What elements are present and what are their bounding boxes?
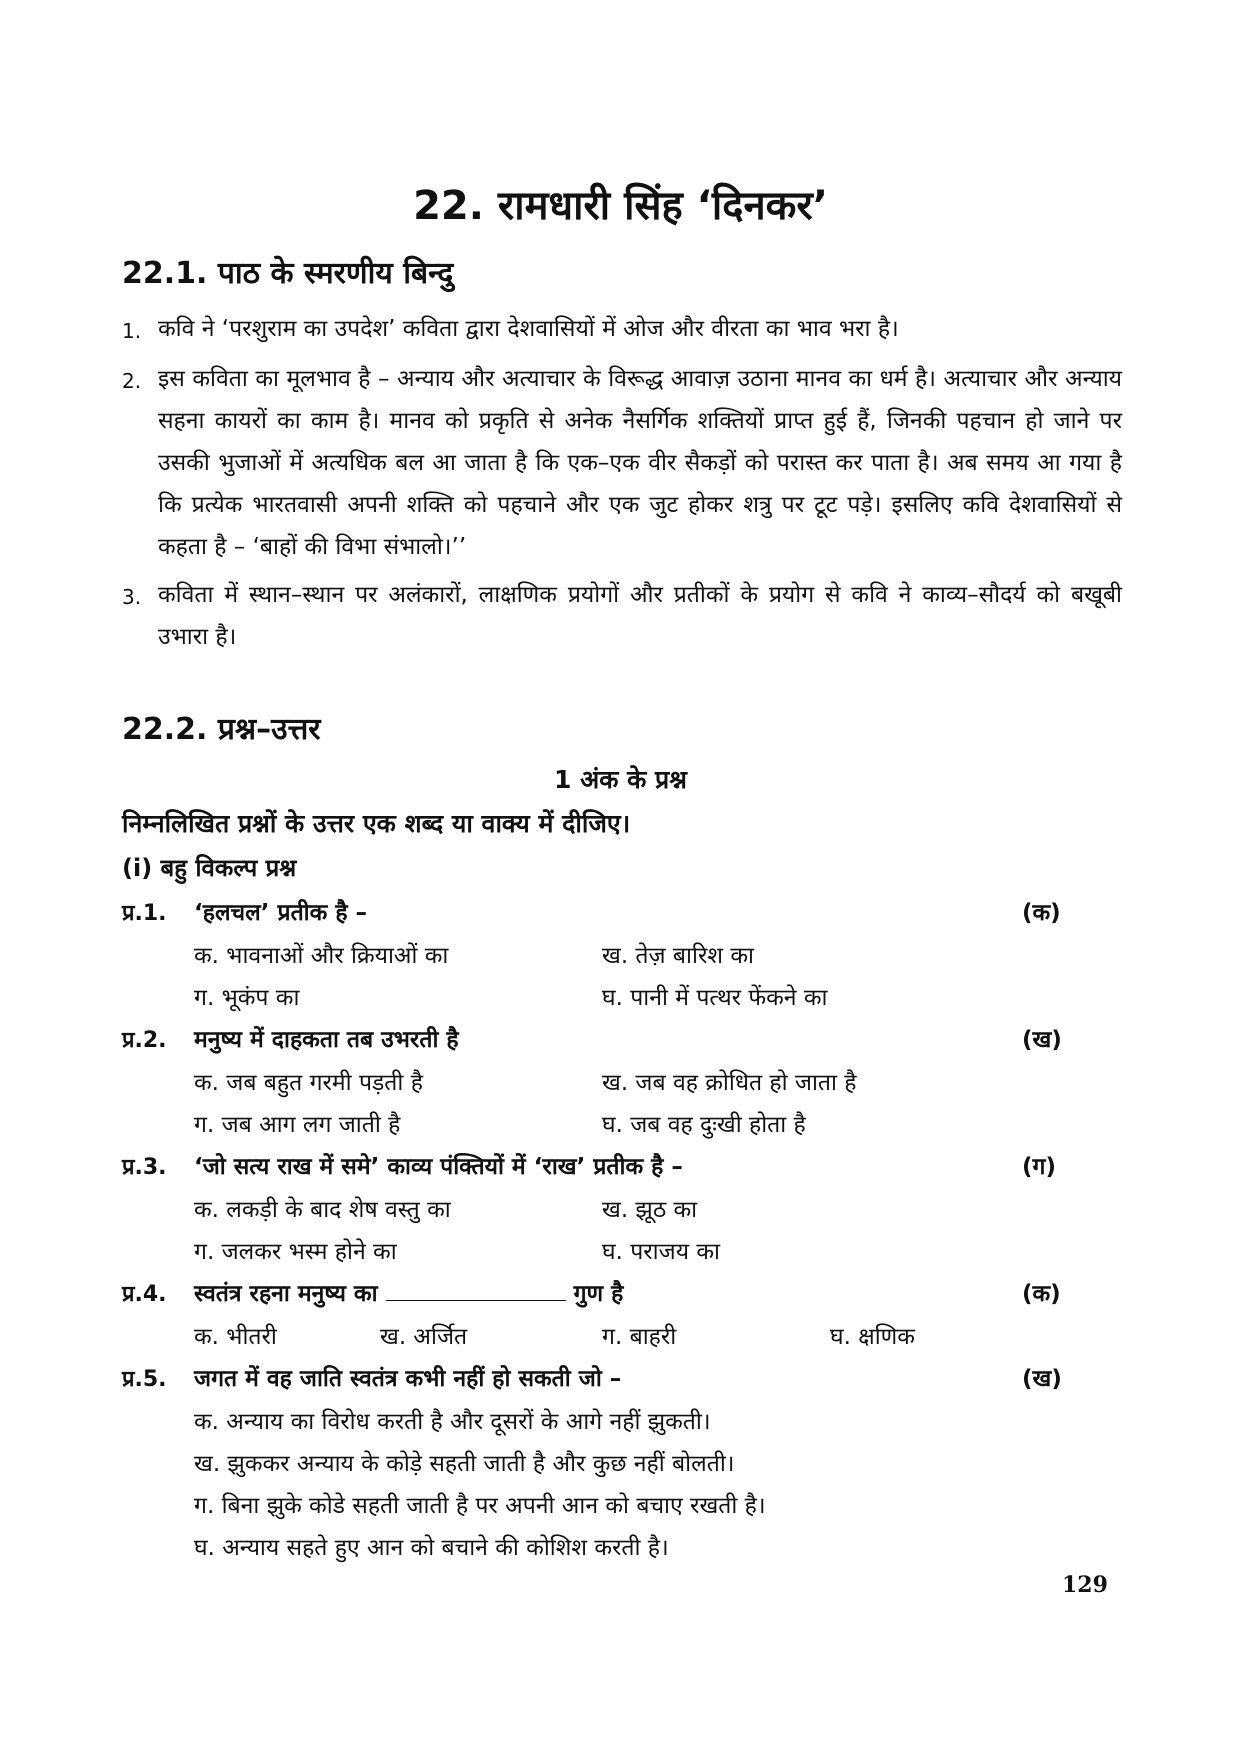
- option-gha: घ. अन्याय सहते हुए आन को बचाने की कोशिश करती है।: [194, 1535, 669, 1561]
- question-row: [122, 1273, 1082, 1316]
- question-text: मनुष्य में दाहकता तब उभरती है: [194, 1027, 459, 1053]
- question-row: [122, 892, 1082, 935]
- instruction-text: निम्नलिखित प्रश्नों के उत्तर एक शब्द या वाक्य में दीजिए।: [122, 809, 631, 838]
- subsection-heading: (i) बहु विकल्प प्रश्न: [122, 854, 297, 882]
- point-text: कविता में स्थान–स्थान पर अलंकारों, लाक्षणिक प्रयोगों और प्रतीकों के प्रयोग से कवि ने काव्य–सौदर्य को बखूबी उभारा है।: [158, 582, 1122, 650]
- questions-list: [122, 892, 1082, 1569]
- option-kha: ख. झूठ का: [602, 1197, 698, 1223]
- question-text-before: स्वतंत्र रहना मनुष्य का: [194, 1281, 378, 1307]
- options-row: [122, 977, 1082, 1019]
- options-row: [122, 1104, 1082, 1146]
- option-gha: घ. पानी में पत्थर फेंकने का: [602, 985, 828, 1011]
- answer-label: (ख): [1022, 1027, 1062, 1053]
- options-row: [122, 1485, 1082, 1527]
- option-ga: ग. बिना झुके कोडे सहती जाती है पर अपनी आन को बचाए रखती है।: [194, 1493, 766, 1519]
- chapter-title: 22. रामधारी सिंह ‘दिनकर’: [413, 183, 828, 229]
- option-ga: ग. भूकंप का: [194, 985, 300, 1011]
- question-number: प्र.4.: [122, 1282, 167, 1307]
- point-number: 2.: [122, 369, 142, 393]
- option-ka: क. भीतरी: [194, 1324, 277, 1350]
- point-number: 1.: [122, 319, 142, 343]
- options-row: [122, 1062, 1082, 1104]
- options-row: [122, 1443, 1082, 1485]
- option-ka: क. लकड़ी के बाद शेष वस्तु का: [194, 1197, 451, 1223]
- point-number: 3.: [122, 585, 142, 609]
- marks-heading: 1 अंक के प्रश्न: [554, 765, 687, 794]
- point-text: इस कविता का मूलभाव है – अन्याय और अत्याचार के विरूद्ध आवाज़ उठाना मानव का धर्म है। अत्याचार और अन्याय सहना कायरों का काम है। मानव को प्रकृति से अनेक नैसर्गिक शक्तियों प्राप्त हुई हैं, जिनकी पहचान हो जाने पर उसकी भुजाओं में अत्यधिक बल आ जाता है कि एक–एक वीर सैकड़ों को परास्त कर पाता है। अब समय आ गया है कि प्रत्येक भारतवासी अपनी शक्ति को पहचाने और एक जुट होकर शत्रु पर टूट पड़े। इसलिए कवि देशवासियों से कहता है – ‘बाहों की विभा संभालो।’’: [158, 366, 1122, 560]
- option-gha: घ. क्षणिक: [830, 1324, 915, 1350]
- option-gha: घ. जब वह दुःखी होता है: [602, 1112, 806, 1138]
- options-row: [122, 935, 1082, 977]
- answer-label: (ख): [1022, 1366, 1062, 1392]
- answer-label: (क): [1022, 1281, 1061, 1307]
- option-kha: ख. अर्जित: [380, 1324, 468, 1350]
- option-gha: घ. पराजय का: [602, 1239, 720, 1265]
- question-text-after: गुण है: [573, 1281, 624, 1307]
- question-number: प्र.2.: [122, 1028, 167, 1053]
- option-ga: ग. जब आग लग जाती है: [194, 1112, 401, 1138]
- options-row: [122, 1231, 1082, 1273]
- question-text: ‘हलचल’ प्रतीक है –: [194, 900, 368, 926]
- section-heading-smaraniya: 22.1. पाठ के स्मरणीय बिन्दु: [122, 256, 454, 291]
- option-ga: ग. जलकर भस्म होने का: [194, 1239, 397, 1265]
- option-ka: क. भावनाओं और क्रियाओं का: [194, 943, 449, 969]
- list-item: [122, 358, 1122, 568]
- options-row: [122, 1401, 1082, 1443]
- remember-points-list: [122, 308, 1122, 664]
- list-item: [122, 574, 1122, 658]
- question-number: प्र.1.: [122, 901, 167, 926]
- list-item: [122, 308, 1122, 352]
- option-ka: क. अन्याय का विरोध करती है और दूसरों के आगे नहीं झुकती।: [194, 1409, 711, 1435]
- option-ka: क. जब बहुत गरमी पड़ती है: [194, 1070, 423, 1096]
- answer-label: (ग): [1022, 1154, 1056, 1180]
- question-row: [122, 1358, 1082, 1401]
- options-row: [122, 1189, 1082, 1231]
- options-row: [122, 1527, 1082, 1569]
- page-number: 129: [1062, 1572, 1108, 1598]
- option-ga: ग. बाहरी: [602, 1324, 677, 1350]
- question-number: प्र.3.: [122, 1155, 167, 1180]
- question-text-fill-blank: [194, 1273, 623, 1316]
- option-kha: ख. जब वह क्रोधित हो जाता है: [602, 1070, 857, 1096]
- fill-in-blank: [386, 1299, 566, 1301]
- question-text: ‘जो सत्य राख में समे’ काव्य पंक्तियों में ‘राख’ प्रतीक है –: [194, 1154, 683, 1180]
- question-row: [122, 1019, 1082, 1062]
- question-number: प्र.5.: [122, 1367, 167, 1392]
- point-text: कवि ने ‘परशुराम का उपदेश’ कविता द्वारा देशवासियों में ओज और वीरता का भाव भरा है।: [158, 316, 899, 342]
- option-kha: ख. तेज़ बारिश का: [602, 943, 754, 969]
- option-kha: ख. झुककर अन्याय के कोड़े सहती जाती है और कुछ नहीं बोलती।: [194, 1451, 735, 1477]
- options-row: [122, 1316, 1082, 1358]
- question-text: जगत में वह जाति स्वतंत्र कभी नहीं हो सकती जो –: [194, 1366, 622, 1392]
- answer-label: (क): [1022, 900, 1061, 926]
- section-heading-prashna-uttar: 22.2. प्रश्न–उत्तर: [122, 712, 321, 747]
- question-row: [122, 1146, 1082, 1189]
